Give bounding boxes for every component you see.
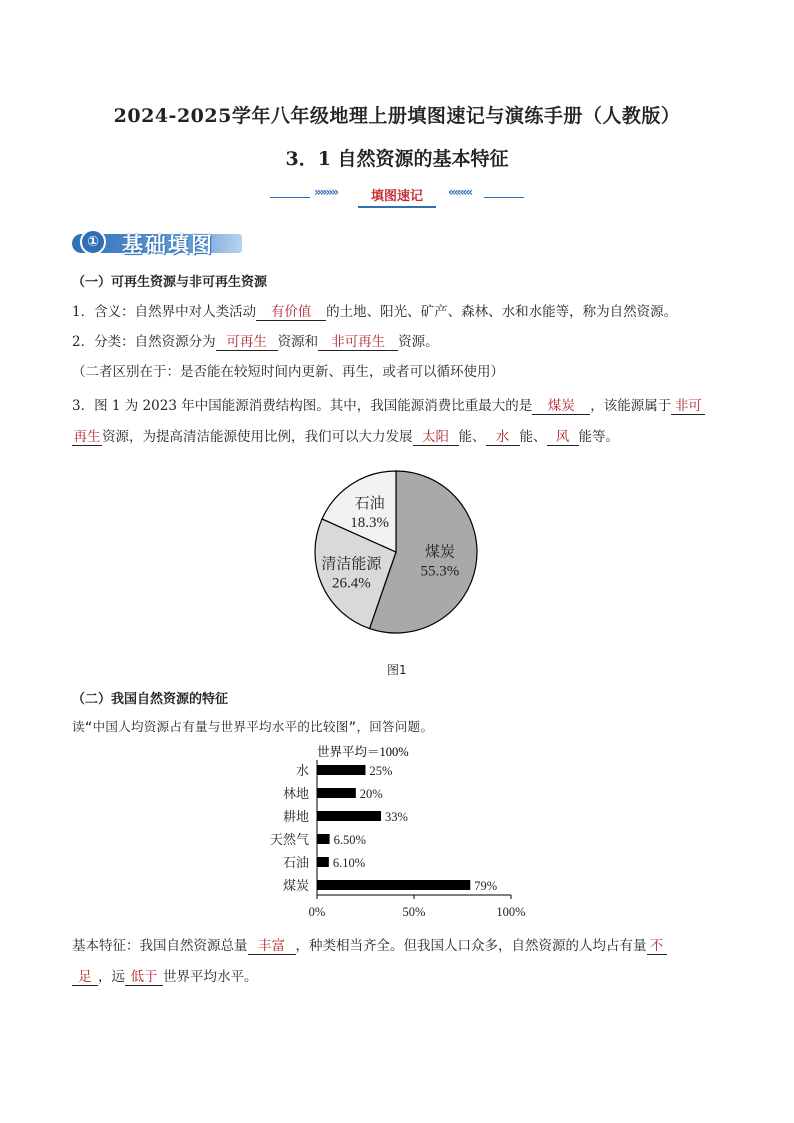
part2-instruction: 读“中国人均资源占有量与世界平均水平的比较图”，回答问题。 bbox=[72, 719, 434, 734]
summary-text-pre: 基本特征：我国自然资源总量 bbox=[72, 938, 248, 954]
bar-category-label-2: 耕地 bbox=[282, 809, 309, 824]
bar-1 bbox=[317, 788, 356, 798]
item2-answer-renewable: 可再生 bbox=[216, 334, 278, 351]
bar-2 bbox=[317, 811, 381, 821]
summary-answer-insufficient-a: 不 bbox=[647, 938, 667, 955]
bar-value-label-3: 6.50% bbox=[333, 833, 366, 847]
bar-value-label-1: 20% bbox=[359, 787, 383, 801]
bar-value-label-0: 25% bbox=[369, 764, 393, 778]
bar-category-label-3: 天然气 bbox=[270, 832, 309, 847]
item1-definition bbox=[72, 300, 677, 321]
item2-note: （二者区别在于：是否能在较短时间内更新、再生，或者可以循环使用） bbox=[72, 364, 504, 380]
item3-answer-nonrenewable-b: 再生 bbox=[73, 429, 101, 445]
document-title: 2024-2025学年八年级地理上册填图速记与演练手册（人教版） bbox=[113, 105, 681, 127]
item3-line2 bbox=[72, 425, 619, 446]
item3-answer-wind: 风 bbox=[547, 429, 579, 446]
x-tick-label-0: 0% bbox=[308, 905, 326, 919]
bar-value-label-4: 6.10% bbox=[332, 856, 366, 870]
bar-5 bbox=[317, 880, 470, 890]
item2-text-pre: 2．分类：自然资源分为 bbox=[72, 334, 216, 350]
energy-pie-chart bbox=[300, 460, 500, 645]
bar-category-label-4: 石油 bbox=[282, 855, 309, 870]
item3-text-mid3: 能、 bbox=[458, 429, 486, 445]
resource-bar-chart bbox=[270, 740, 540, 920]
bar-chart-title: 世界平均＝100% bbox=[317, 745, 409, 759]
item3-line1 bbox=[72, 394, 705, 415]
bar-3 bbox=[317, 834, 330, 844]
figure1-caption: 图1 bbox=[387, 663, 407, 677]
bar-chart-bars bbox=[270, 763, 497, 893]
bar-category-label-1: 林地 bbox=[282, 786, 309, 801]
x-tick-label-1: 50% bbox=[402, 905, 426, 919]
summary-answer-lower: 低于 bbox=[125, 969, 163, 986]
lesson-title: 3．1 自然资源的基本特征 bbox=[285, 148, 509, 170]
summary-answer-rich: 丰富 bbox=[248, 938, 296, 955]
banner-line-left bbox=[270, 197, 310, 198]
pie-label-value-1: 26.4% bbox=[332, 575, 371, 592]
item1-answer: 有价值 bbox=[256, 304, 326, 321]
summary-answer-insufficient-b: 足 bbox=[72, 969, 98, 986]
pie-label-name-0: 煤炭 bbox=[424, 544, 455, 561]
bar-4 bbox=[317, 857, 329, 867]
item3-answer-nonrenewable-a: 非可 bbox=[671, 398, 705, 415]
item1-text-post: 的土地、阳光、矿产、森林、水和水能等，称为自然资源。 bbox=[326, 304, 678, 320]
bar-category-label-5: 煤炭 bbox=[282, 878, 309, 893]
pie-label-value-0: 55.3% bbox=[420, 563, 460, 580]
bar-value-label-5: 79% bbox=[474, 879, 498, 893]
summary-text-mid2: ，远 bbox=[98, 969, 125, 985]
bar-chart-x-ticks bbox=[309, 895, 526, 919]
item3-text-mid1: ，该能源属于 bbox=[590, 398, 672, 414]
x-tick-label-2: 100% bbox=[496, 905, 526, 919]
double-arrow-left-icon: «««« bbox=[448, 185, 472, 199]
item3-answer-solar: 太阳 bbox=[413, 429, 459, 446]
bar-value-label-2: 33% bbox=[385, 810, 408, 824]
summary-text-post: 世界平均水平。 bbox=[163, 969, 258, 985]
summary-line1 bbox=[72, 934, 667, 955]
summary-line2 bbox=[72, 965, 258, 986]
summary-text-mid1: ，种类相当齐全。但我国人口众多，自然资源的人均占有量 bbox=[295, 938, 647, 954]
double-arrow-right-icon: »»»» bbox=[314, 185, 338, 199]
section-label-underline bbox=[358, 206, 436, 208]
section-label: 填图速记 bbox=[370, 189, 423, 204]
item2-text-mid: 资源和 bbox=[277, 334, 319, 350]
item2-text-post: 资源。 bbox=[398, 334, 439, 350]
banner-line-right bbox=[484, 197, 524, 198]
item2-answer-nonrenewable: 非可再生 bbox=[318, 334, 398, 351]
bar-category-label-0: 水 bbox=[295, 763, 309, 778]
item3-answer-coal: 煤炭 bbox=[532, 398, 590, 415]
item1-text-pre: 1．含义：自然界中对人类活动 bbox=[72, 304, 257, 320]
badge-text: 基础填图 bbox=[122, 233, 214, 257]
item3-text-mid2: 资源，为提高清洁能源使用比例，我们可以大力发展 bbox=[102, 429, 413, 445]
part2-heading: （二）我国自然资源的特征 bbox=[72, 692, 229, 707]
item3-text-pre: 3．图 1 为 2023 年中国能源消费结构图。其中，我国能源消费比重最大的是 bbox=[72, 398, 533, 414]
pie-label-name-2: 石油 bbox=[354, 496, 385, 513]
pie-label-value-2: 18.3% bbox=[350, 515, 389, 532]
pie-label-name-1: 清洁能源 bbox=[321, 556, 382, 573]
section-banner bbox=[270, 181, 524, 211]
item3-text-mid4: 能、 bbox=[519, 429, 547, 445]
item3-answer-hydro: 水 bbox=[486, 429, 520, 446]
badge-number: ① bbox=[80, 229, 106, 255]
bar-0 bbox=[317, 765, 366, 775]
item2-classification bbox=[72, 330, 439, 351]
basic-fill-badge bbox=[72, 227, 247, 255]
item3-text-post: 能等。 bbox=[578, 429, 619, 445]
part1-heading: （一）可再生资源与非可再生资源 bbox=[72, 275, 268, 290]
